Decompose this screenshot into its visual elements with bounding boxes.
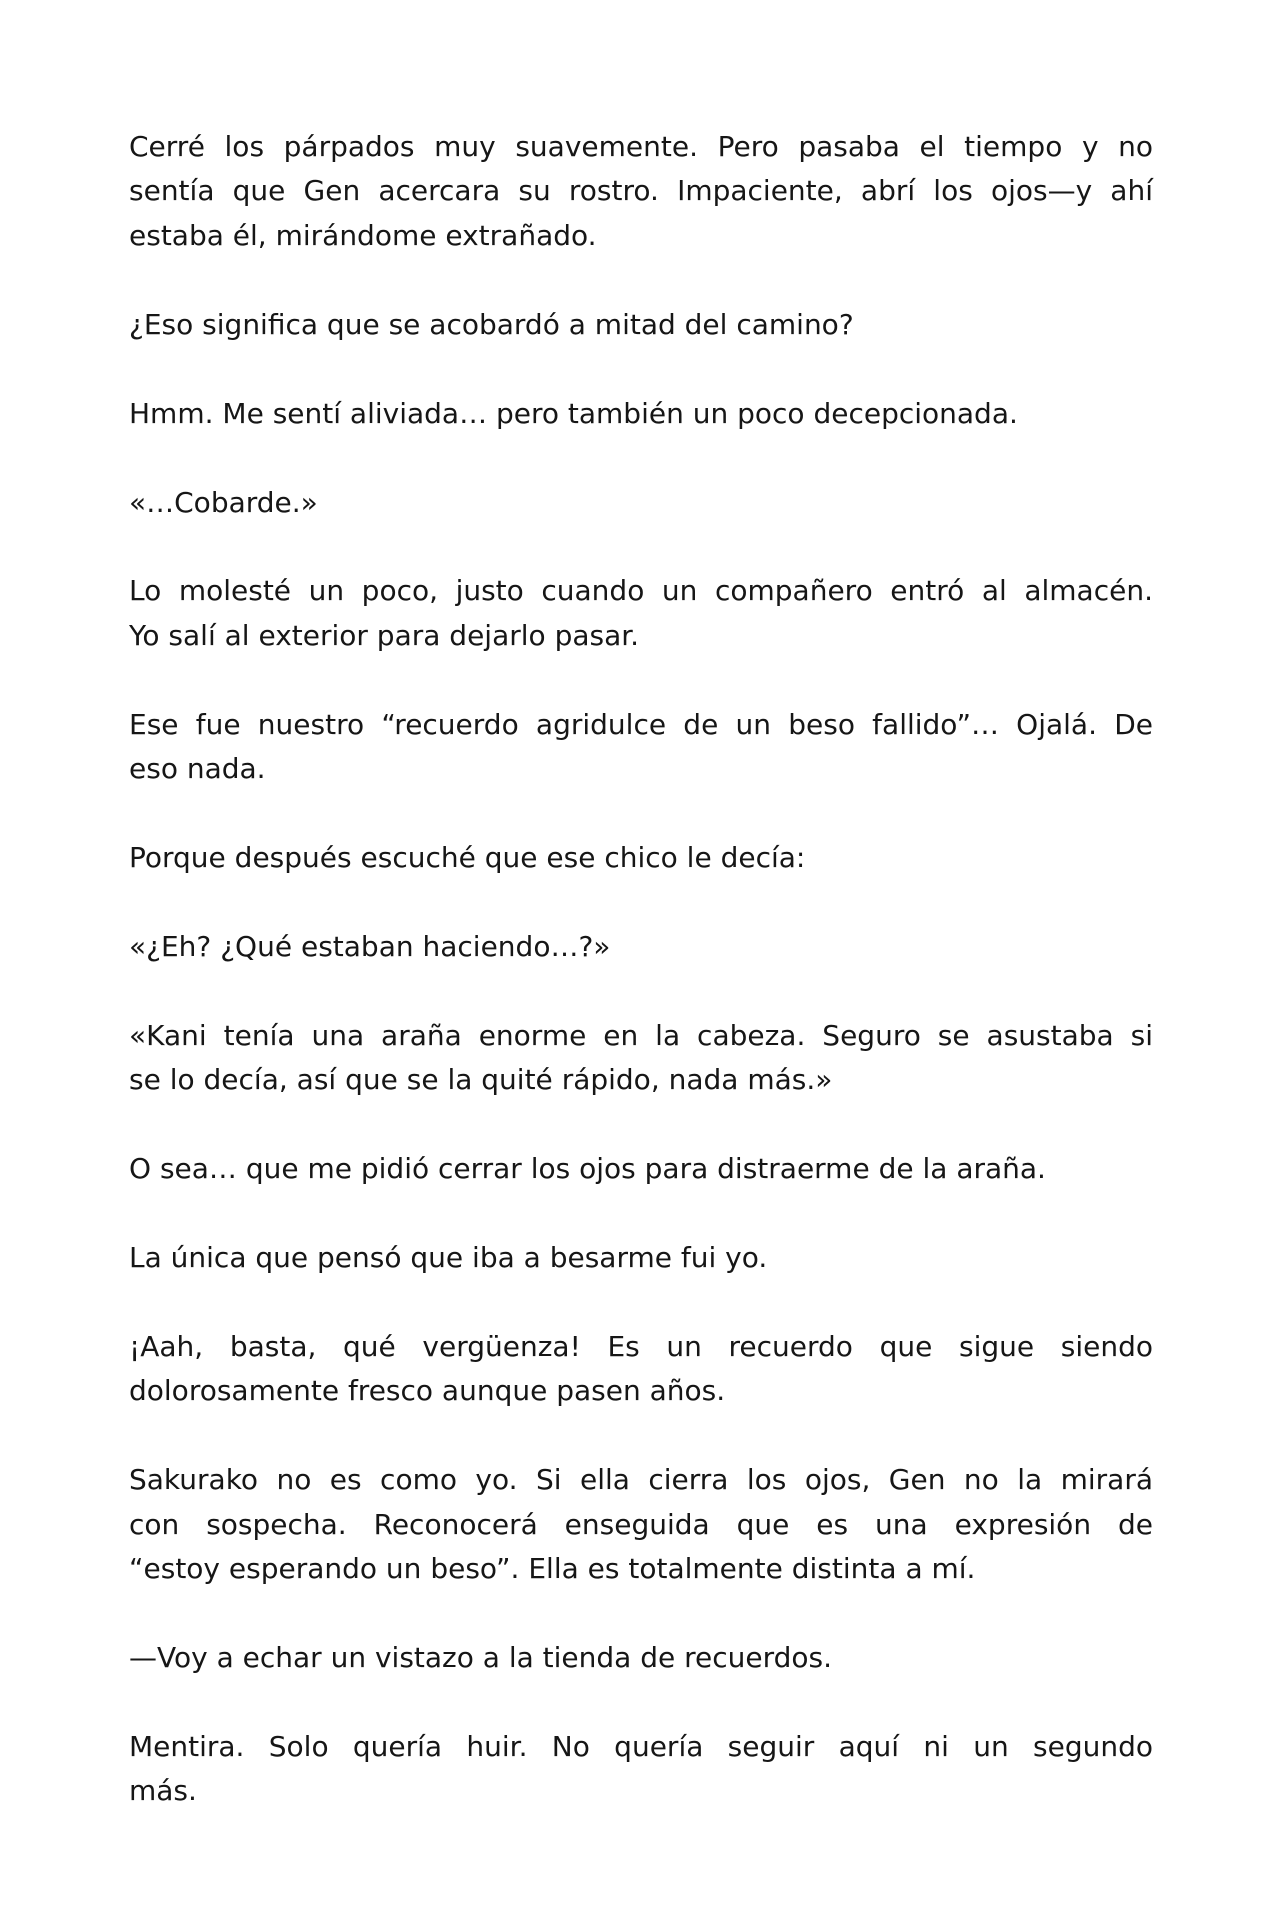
paragraph-line: Ese fue nuestro “recuerdo agridulce de un beso fallido”… Ojalá. De — [129, 707, 1153, 741]
paragraph-line: con sospecha. Reconocerá enseguida que es una expresión de — [129, 1507, 1153, 1541]
paragraph-6 — [129, 703, 1153, 792]
paragraph-line: “estoy esperando un beso”. Ella es totalmente distinta a mí. — [129, 1552, 976, 1585]
paragraph-line: eso nada. — [129, 752, 266, 786]
paragraph-line: Yo salí al exterior para dejarlo pasar. — [129, 618, 640, 652]
paragraph-line: Lo molesté un poco, justo cuando un compañero entró al almacén. — [129, 574, 1153, 608]
paragraph-9 — [129, 1014, 1153, 1103]
paragraph-14 — [129, 1636, 1153, 1680]
paragraph-line: O sea… que me pidió cerrar los ojos para distraerme de la araña. — [129, 1152, 1046, 1186]
paragraph-10 — [129, 1147, 1153, 1191]
paragraph-line: dolorosamente fresco aunque pasen años. — [129, 1374, 726, 1408]
paragraph-line: Sakurako no es como yo. Si ella cierra los ojos, Gen no la mirará — [129, 1463, 1153, 1497]
paragraph-line: «…Cobarde.» — [129, 485, 318, 519]
paragraph-5 — [129, 569, 1153, 658]
paragraph-line: Porque después escuché que ese chico le decía: — [129, 841, 806, 874]
paragraph-4 — [129, 481, 1153, 525]
paragraph-12 — [129, 1325, 1153, 1414]
paragraph-line: Cerré los párpados muy suavemente. Pero pasaba el tiempo y no — [129, 130, 1153, 163]
paragraph-line: estaba él, mirándome extrañado. — [129, 218, 597, 252]
paragraph-line: «¿Eh? ¿Qué estaban haciendo…?» — [129, 929, 611, 963]
paragraph-line: La única que pensó que iba a besarme fui yo. — [129, 1240, 768, 1274]
paragraph-line: sentía que Gen acercara su rostro. Impaciente, abrí los ojos—y ahí — [129, 174, 1153, 208]
paragraph-line: —Voy a echar un vistazo a la tienda de recuerdos. — [129, 1640, 833, 1674]
paragraph-15 — [129, 1725, 1153, 1814]
paragraph-line: más. — [129, 1774, 197, 1808]
paragraph-13 — [129, 1458, 1153, 1591]
paragraph-line: «Kani tenía una araña enorme en la cabeza. Seguro se asustaba si — [129, 1018, 1153, 1052]
paragraph-2 — [129, 303, 1153, 347]
document-body — [129, 125, 1153, 1858]
paragraph-line: se lo decía, así que se la quité rápido, nada más.» — [129, 1063, 833, 1097]
paragraph-line: ¡Aah, basta, qué vergüenza! Es un recuerdo que sigue siendo — [129, 1329, 1153, 1363]
paragraph-7 — [129, 836, 1153, 880]
paragraph-8 — [129, 925, 1153, 969]
paragraph-1 — [129, 125, 1153, 258]
paragraph-11 — [129, 1236, 1153, 1280]
paragraph-line: Mentira. Solo quería huir. No quería seguir aquí ni un segundo — [129, 1729, 1153, 1763]
paragraph-line: Hmm. Me sentí aliviada… pero también un poco decepcionada. — [129, 396, 1018, 430]
paragraph-3 — [129, 392, 1153, 436]
paragraph-line: ¿Eso significa que se acobardó a mitad del camino? — [129, 307, 854, 341]
